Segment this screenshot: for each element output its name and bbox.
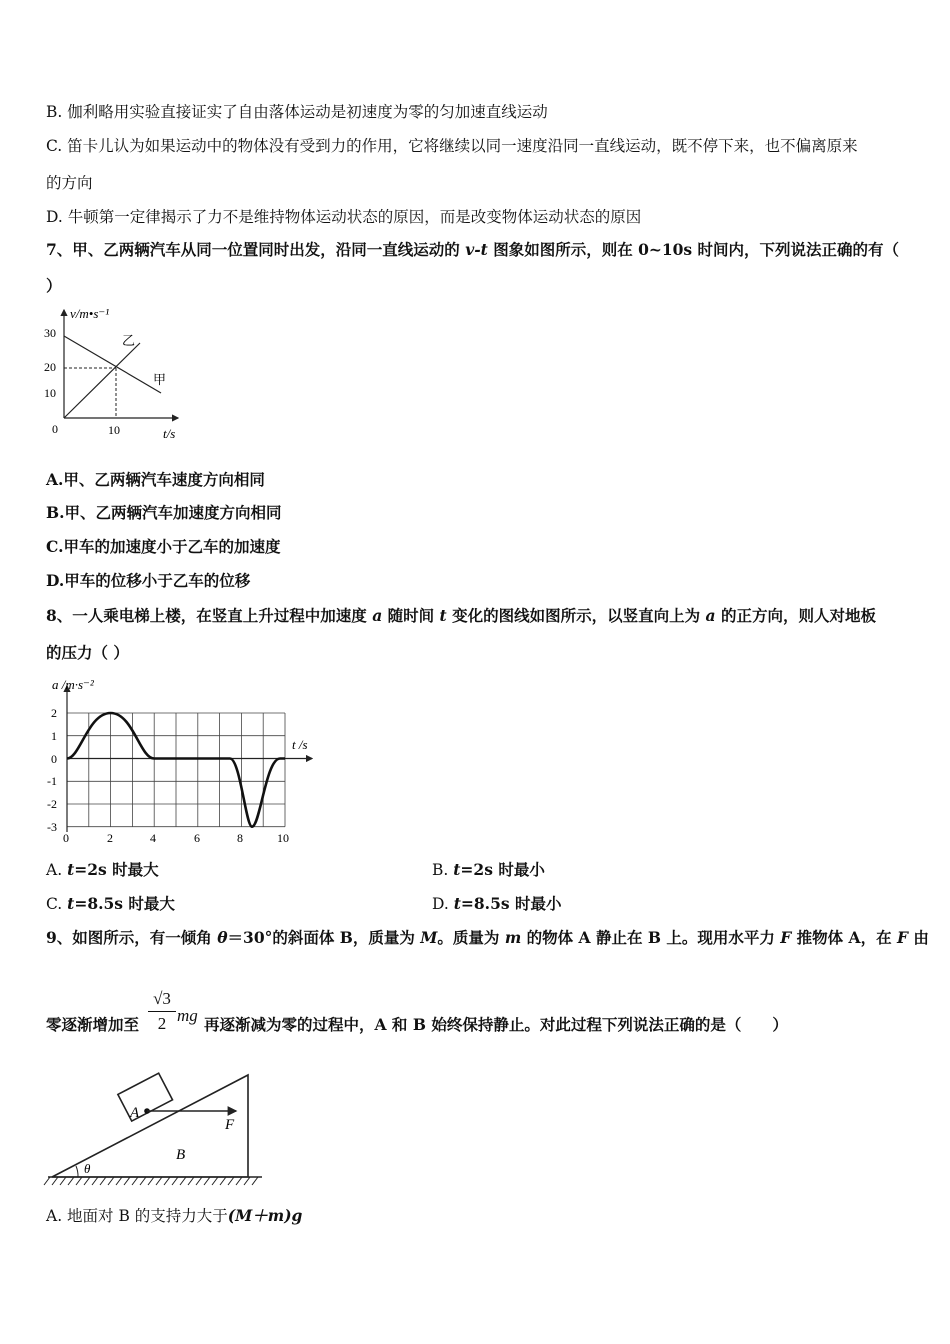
q8-option-c — [46, 894, 175, 914]
q7-stem — [46, 240, 899, 260]
q9-ground-hatch — [44, 1177, 258, 1185]
q9-stem-line1 — [46, 928, 929, 948]
q6-option-c-line2: 的方向 — [46, 174, 93, 192]
q8-y-tick-1: 1 — [51, 729, 57, 743]
q9-label-theta: θ — [84, 1161, 91, 1176]
q8-stem-text-b: 随时间 — [382, 606, 440, 625]
q8-y-tick-m3: -3 — [47, 820, 57, 834]
q7-stem-text-2: 图象如图所示，则在 0~10s 时间内，下列说法正确的有（ — [487, 240, 900, 259]
q8-option-b-label: B. — [432, 861, 454, 879]
q8-option-c-var: t — [67, 894, 75, 913]
q9-var-M: M — [420, 928, 438, 947]
q9-stem-text-b: ＝30°的斜面体 B，质量为 — [227, 928, 421, 947]
q8-option-c-label: C. — [46, 895, 68, 913]
q9-stem-text-d: 的物体 A 静止在 B 上。现用水平力 — [521, 928, 781, 947]
q8-stem-text-a: 8、一人乘电梯上楼，在竖直上升过程中加速度 — [46, 606, 373, 625]
q8-y-tick-m2: -2 — [47, 797, 57, 811]
q8-x-tick-8: 8 — [237, 831, 243, 845]
q7-y-tick-10: 10 — [44, 386, 56, 400]
q7-label-jia: 甲 — [153, 372, 167, 387]
q7-line-jia — [64, 336, 161, 393]
q6-option-b: B. 伽利略用实验直接证实了自由落体运动是初速度为零的匀加速直线运动 — [46, 103, 548, 121]
q8-y-tick-0: 0 — [51, 752, 57, 766]
q9-label-A: A — [130, 1105, 140, 1121]
q8-stem-line1 — [46, 606, 876, 626]
q8-grid — [67, 713, 285, 827]
q8-x-tick-6: 6 — [194, 831, 200, 845]
q7-option-c: C.甲车的加速度小于乙车的加速度 — [46, 537, 281, 556]
q9-stem-text-a: 9、如图所示，有一倾角 — [46, 928, 218, 947]
q6-option-c-line1: C. 笛卡儿认为如果运动中的物体没有受到力的作用，它将继续以同一速度沿同一直线运动，既不停下来，也不偏离原来 — [46, 137, 858, 155]
q9-angle-arc — [76, 1166, 78, 1177]
q7-y-tick-20: 20 — [44, 360, 56, 374]
q8-option-b-text: =2s 时最小 — [460, 860, 545, 879]
q9-theta: θ — [217, 928, 228, 947]
q6-option-d: D. 牛顿第一定律揭示了力不是维持物体运动状态的原因，而是改变物体运动状态的原因 — [46, 208, 642, 226]
q8-x-tick-4: 4 — [150, 831, 156, 845]
q9-fraction-den: 2 — [157, 1014, 167, 1033]
q7-y-tick-30: 30 — [44, 326, 56, 340]
q8-option-d-var: t — [453, 894, 461, 913]
q9-label-B: B — [176, 1147, 186, 1163]
q7-vt-graph — [40, 300, 190, 450]
q8-x-label: t /s — [292, 737, 308, 752]
q8-x-tick-2: 2 — [107, 831, 113, 845]
q9-stem-text-c: 。质量为 — [437, 928, 505, 947]
q7-x-tick-10: 10 — [108, 423, 120, 437]
q7-stem-close: ） — [46, 276, 62, 295]
q8-option-a-text: =2s 时最大 — [74, 860, 159, 879]
q9-fraction-num: √3 — [153, 989, 171, 1008]
q7-option-b: B.甲、乙两辆汽车加速度方向相同 — [46, 503, 282, 522]
q9-var-m: m — [504, 928, 522, 947]
q9-option-a-text: A. 地面对 B 的支持力大于 — [46, 1207, 228, 1225]
q8-option-a-var: t — [67, 860, 75, 879]
q8-stem-var-a1: a — [372, 606, 383, 625]
q8-x-tick-0: 0 — [63, 831, 69, 845]
q7-line-yi — [64, 343, 140, 418]
q7-x-tick-0: 0 — [52, 422, 58, 436]
q8-option-a-label: A. — [46, 861, 68, 879]
q7-y-label: v/m•s⁻¹ — [70, 306, 110, 321]
q8-option-c-text: =8.5s 时最大 — [74, 894, 175, 913]
q7-option-a: A.甲、乙两辆汽车速度方向相同 — [46, 470, 265, 489]
q9-block-A — [118, 1073, 173, 1121]
q9-fraction-mg: mg — [177, 1006, 198, 1025]
q8-option-b — [432, 860, 545, 880]
q8-option-d-text: =8.5s 时最小 — [460, 894, 562, 913]
q8-option-b-var: t — [453, 860, 461, 879]
q8-stem-var-t: t — [439, 606, 447, 625]
q8-stem-text-c: 变化的图线如图所示，以竖直向上为 — [446, 606, 706, 625]
q7-option-d: D.甲车的位移小于乙车的位移 — [46, 571, 251, 590]
q9-option-a — [46, 1206, 302, 1226]
q9-stem-line2-b: 再逐渐减为零的过程中，A 和 B 始终保持静止。对此过程下列说法正确的是（ ） — [204, 1015, 788, 1034]
q8-y-label: a /m·s⁻² — [52, 677, 94, 692]
q9-stem-text-e: 推物体 A，在 — [791, 928, 897, 947]
q8-stem-text-d: 的正方向，则人对地板 — [715, 606, 876, 625]
q9-label-F: F — [225, 1117, 235, 1133]
q9-stem-line2-a: 零逐渐增加至 — [46, 1015, 140, 1034]
q8-y-tick-m1: -1 — [47, 774, 57, 788]
q9-fraction — [148, 988, 176, 1035]
q7-label-yi: 乙 — [122, 333, 136, 348]
q8-option-d-label: D. — [432, 895, 454, 913]
q8-option-a — [46, 860, 159, 880]
q9-option-a-expr: (M＋m)g — [227, 1206, 303, 1225]
q8-y-tick-2: 2 — [51, 706, 57, 720]
q9-fraction-bar — [148, 1011, 176, 1012]
q7-x-label: t/s — [163, 426, 176, 441]
q9-incline-figure — [40, 1065, 270, 1195]
q7-stem-text: 7、甲、乙两辆汽车从同一位置同时出发，沿同一直线运动的 — [46, 240, 466, 259]
q8-stem-var-a2: a — [705, 606, 716, 625]
q9-var-F1: F — [780, 928, 792, 947]
q8-option-d — [432, 894, 561, 914]
q9-var-F2: F — [896, 928, 908, 947]
q8-at-graph — [40, 672, 330, 852]
q9-stem-text-f: 由 — [908, 928, 929, 947]
q8-stem-line2: 的压力（ ） — [46, 643, 129, 662]
q7-stem-vt: v-t — [465, 240, 488, 259]
q8-x-tick-10: 10 — [277, 831, 289, 845]
